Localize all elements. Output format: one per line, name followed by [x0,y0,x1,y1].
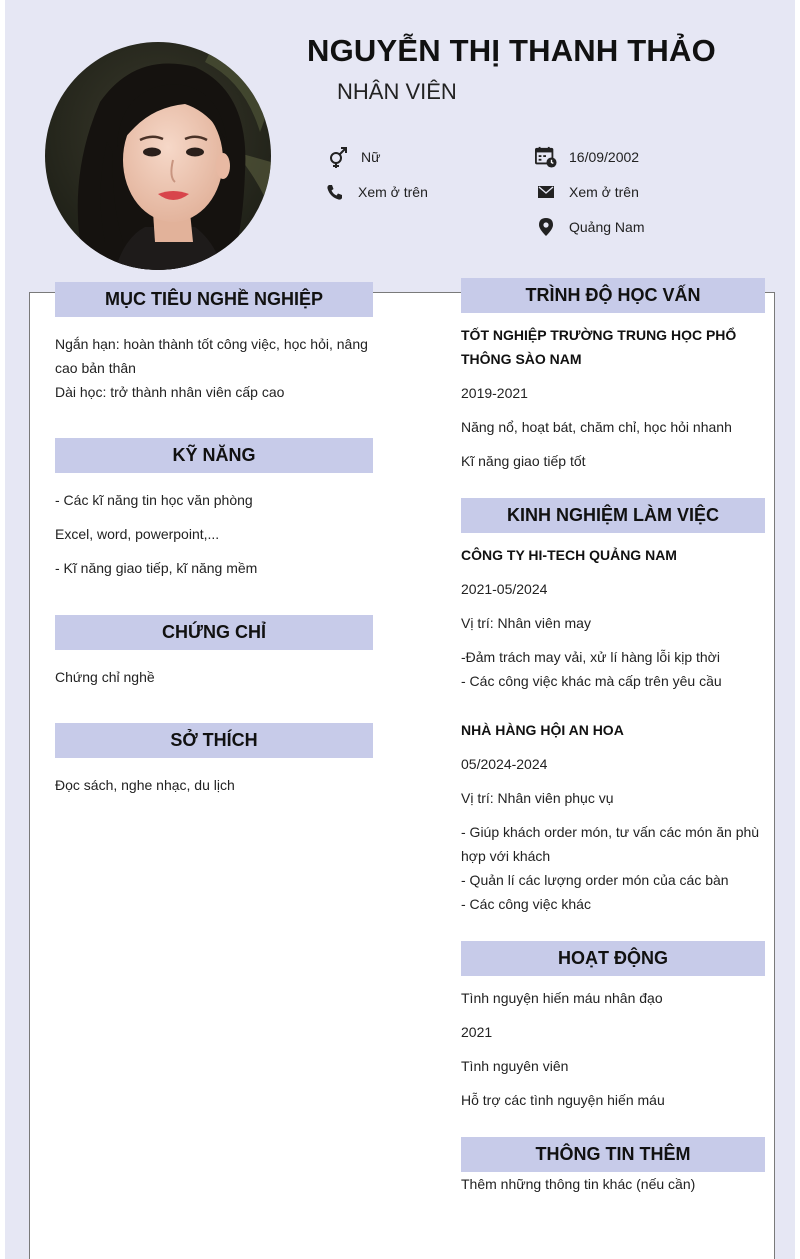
job-duty: -Đảm trách may vải, xử lí hàng lỗi kịp thời [461,649,720,665]
education-school: TỐT NGHIỆP TRƯỜNG TRUNG HỌC PHỔ THÔNG SÀO NAM [461,327,737,367]
skill-line: Excel, word, powerpoint,... [55,526,220,542]
address-row [535,216,644,238]
skills-text [55,488,377,580]
job-role: Vị trí: Nhân viên may [461,615,591,631]
gender-value: Nữ [361,149,381,165]
address-value: Quảng Nam [569,219,645,235]
education-period: 2019-2021 [461,385,528,401]
objective-line: Ngắn hạn: hoàn thành tốt công việc, học hỏi, nâng cao bản thân [55,336,368,376]
job-role: Vị trí: Nhân viên phục vụ [461,790,614,806]
activity-year: 2021 [461,1024,493,1040]
job-company: CÔNG TY HI-TECH QUẢNG NAM [461,547,677,563]
location-pin-icon [535,216,557,238]
job-period: 2021-05/2024 [461,581,548,597]
certificates-heading: CHỨNG CHỈ [55,615,373,650]
birthdate-value: 16/09/2002 [569,149,640,165]
gender-row [327,146,380,168]
skill-line: - Các kĩ năng tin học văn phòng [55,492,253,508]
gender-icon [327,146,349,168]
objective-line: Dài học: trở thành nhân viên cấp cao [55,384,285,400]
phone-icon [324,181,346,203]
calendar-icon [535,146,557,168]
objective-text [55,332,377,404]
certificate-line: Chứng chỉ nghề [55,669,155,685]
skills-heading: KỸ NĂNG [55,438,373,473]
activity-role: Tình nguyên viên [461,1058,569,1074]
activity-desc: Hỗ trợ các tình nguyện hiến máu [461,1092,665,1108]
job-duty: - Các công việc khác [461,896,591,912]
phone-value: Xem ở trên [358,184,428,200]
education-desc: Kĩ năng giao tiếp tốt [461,453,586,469]
job-duties [461,820,761,916]
email-value: Xem ở trên [569,184,639,200]
birthdate-row [535,146,639,168]
email-row [535,181,639,203]
more-info-text: Thêm những thông tin khác (nếu cần) [461,1176,696,1192]
hobby-line: Đọc sách, nghe nhạc, du lịch [55,777,235,793]
phone-row [324,181,428,203]
skill-line: - Kĩ năng giao tiếp, kĩ năng mềm [55,560,258,576]
education-heading: TRÌNH ĐỘ HỌC VẤN [461,278,765,313]
avatar-photo [45,42,271,270]
email-icon [535,181,557,203]
candidate-name: NGUYỄN THỊ THANH THẢO [307,33,716,68]
experience-heading: KINH NGHIỆM LÀM VIỆC [461,498,765,533]
job-duty: - Các công việc khác mà cấp trên yêu cầu [461,673,722,689]
activity-name: Tình nguyện hiến máu nhân đạo [461,990,663,1006]
more-info-heading: THÔNG TIN THÊM [461,1137,765,1172]
job-duties [461,645,761,693]
hobbies-heading: SỞ THÍCH [55,723,373,758]
candidate-position: NHÂN VIÊN [337,79,457,104]
job-period: 05/2024-2024 [461,756,548,772]
job-duty: - Giúp khách order món, tư vấn các món ăn phù hợp với khách [461,824,760,864]
education-desc: Năng nổ, hoạt bát, chăm chỉ, học hỏi nhanh [461,419,732,435]
job-duty: - Quản lí các lượng order món của các bàn [461,872,729,888]
job-company: NHÀ HÀNG HỘI AN HOA [461,722,624,738]
objective-heading: MỤC TIÊU NGHỀ NGHIỆP [55,282,373,317]
activities-heading: HOẠT ĐỘNG [461,941,765,976]
